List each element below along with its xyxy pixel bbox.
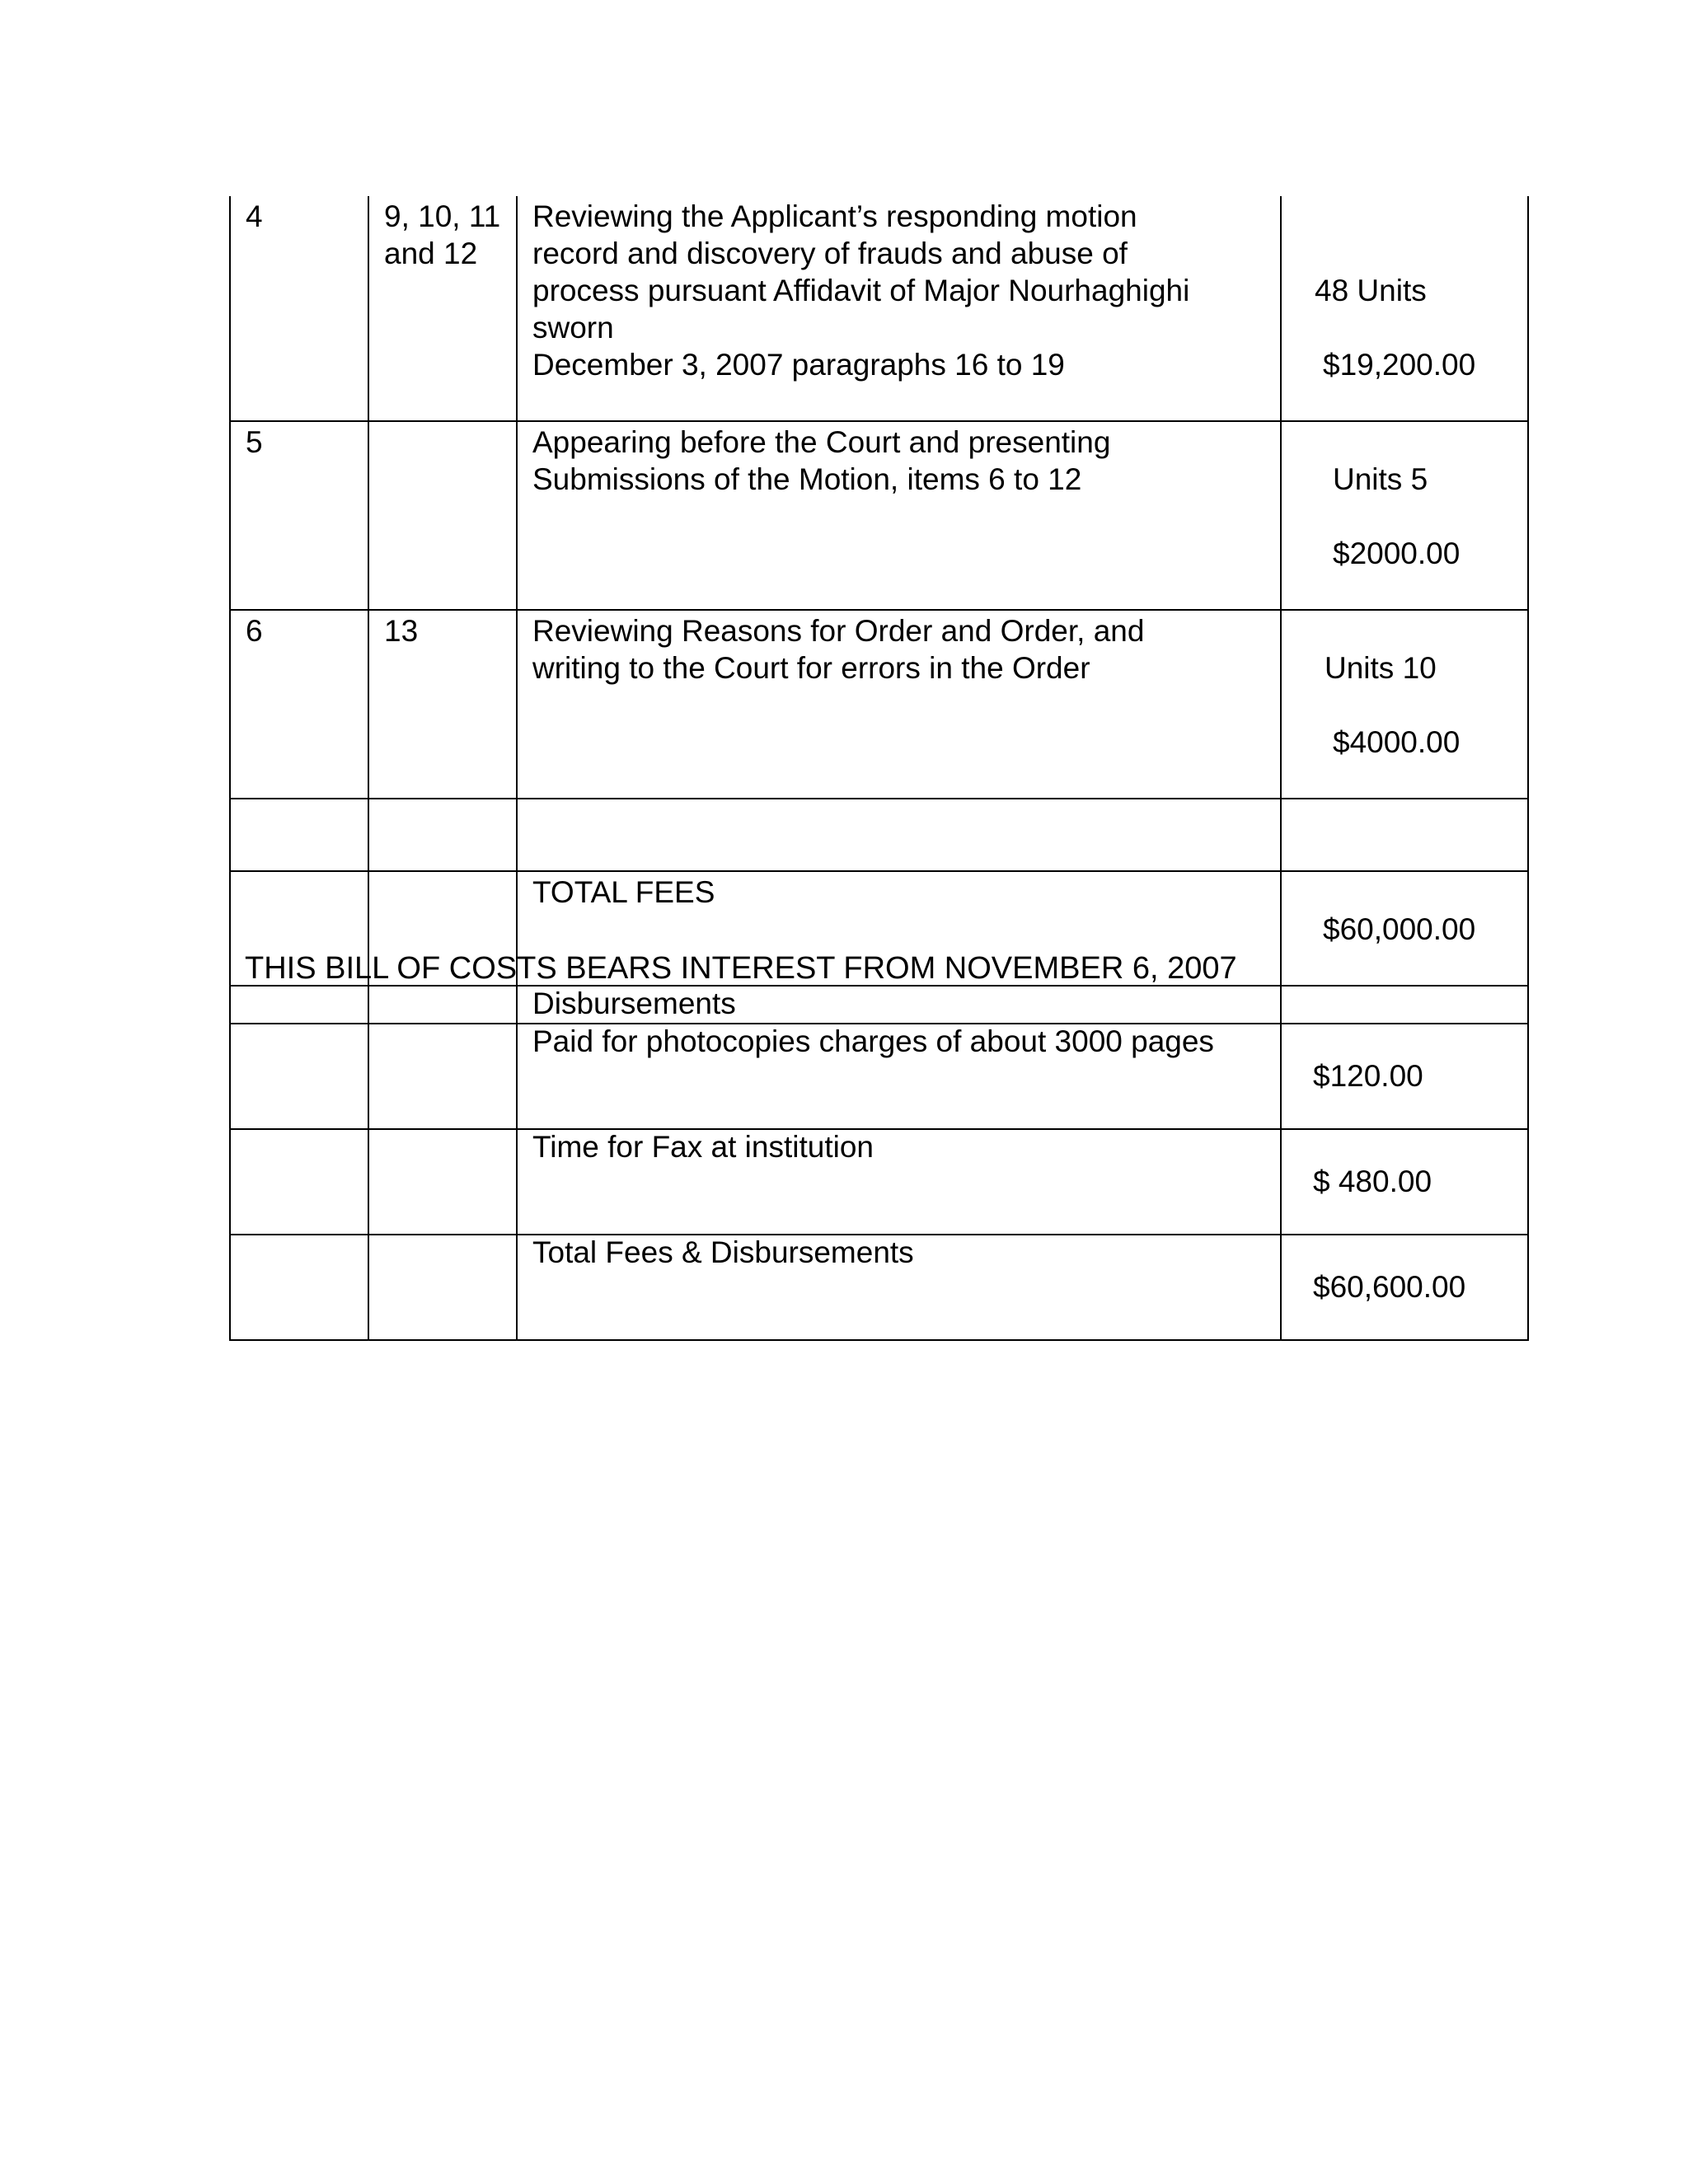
- disbursements-heading: Disbursements: [517, 986, 1281, 1024]
- item-number-cell: 6: [230, 610, 368, 799]
- tariff-cell: 9, 10, 11 and 12: [368, 196, 517, 421]
- disbursement-label: Paid for photocopies charges of about 3000 pages: [517, 1024, 1281, 1129]
- empty-cell: [368, 1024, 517, 1129]
- description-cell: Reviewing the Applicant’s responding motion record and discovery of frauds and abuse of process pursuant Affidavit of Major Nourhaghighi sworn December 3, 2007 paragraphs 16 to 19: [517, 196, 1281, 421]
- empty-cell: [230, 986, 368, 1024]
- interest-note: THIS BILL OF COSTS BEARS INTEREST FROM NOVEMBER 6, 2007: [245, 951, 1237, 986]
- tariff-cell: [368, 421, 517, 610]
- empty-cell: [1281, 986, 1528, 1024]
- empty-cell: [230, 1024, 368, 1129]
- empty-cell: [368, 799, 517, 871]
- grand-total-amount: $60,600.00: [1313, 1270, 1466, 1304]
- table-row-item-4: [230, 196, 1528, 421]
- empty-cell: [230, 799, 368, 871]
- table-row-disbursements-heading: [230, 986, 1528, 1024]
- empty-cell: [1281, 799, 1528, 871]
- units-text: 48 Units: [1315, 274, 1427, 307]
- total-fees-label: TOTAL FEES: [517, 871, 1281, 986]
- disbursement-amount-cell: [1281, 1024, 1528, 1129]
- table-row-item-6: [230, 610, 1528, 799]
- table-row-disbursement-photocopies: [230, 1024, 1528, 1129]
- empty-cell: [230, 1129, 368, 1235]
- empty-cell: [368, 986, 517, 1024]
- table-row-disbursement-fax: [230, 1129, 1528, 1235]
- amount-text: $4000.00: [1333, 725, 1461, 759]
- tariff-cell: 13: [368, 610, 517, 799]
- amount-cell: [1281, 421, 1528, 610]
- item-number-cell: 4: [230, 196, 368, 421]
- total-fees-amount-cell: [1281, 871, 1528, 986]
- amount-cell: [1281, 196, 1528, 421]
- description-cell: Appearing before the Court and presenting Submissions of the Motion, items 6 to 12: [517, 421, 1281, 610]
- empty-cell: [230, 1235, 368, 1340]
- table-row-empty: [230, 799, 1528, 871]
- empty-cell: [368, 1129, 517, 1235]
- disbursement-amount: $ 480.00: [1313, 1165, 1432, 1198]
- empty-cell: [368, 1235, 517, 1340]
- amount-cell: [1281, 610, 1528, 799]
- amount-text: $2000.00: [1333, 537, 1461, 570]
- disbursement-amount: $120.00: [1313, 1059, 1423, 1093]
- amount-text: $19,200.00: [1323, 348, 1476, 382]
- grand-total-label: Total Fees & Disbursements: [517, 1235, 1281, 1340]
- empty-cell: [517, 799, 1281, 871]
- units-text: Units 10: [1325, 651, 1437, 685]
- item-number-cell: 5: [230, 421, 368, 610]
- units-text: Units 5: [1333, 462, 1428, 496]
- table-row-grand-total: [230, 1235, 1528, 1340]
- bill-of-costs-table: [229, 196, 1529, 1341]
- table-row-item-5: [230, 421, 1528, 610]
- disbursement-label: Time for Fax at institution: [517, 1129, 1281, 1235]
- grand-total-amount-cell: [1281, 1235, 1528, 1340]
- disbursement-amount-cell: [1281, 1129, 1528, 1235]
- total-fees-amount: $60,000.00: [1323, 912, 1476, 946]
- description-cell: Reviewing Reasons for Order and Order, and writing to the Court for errors in the Order: [517, 610, 1281, 799]
